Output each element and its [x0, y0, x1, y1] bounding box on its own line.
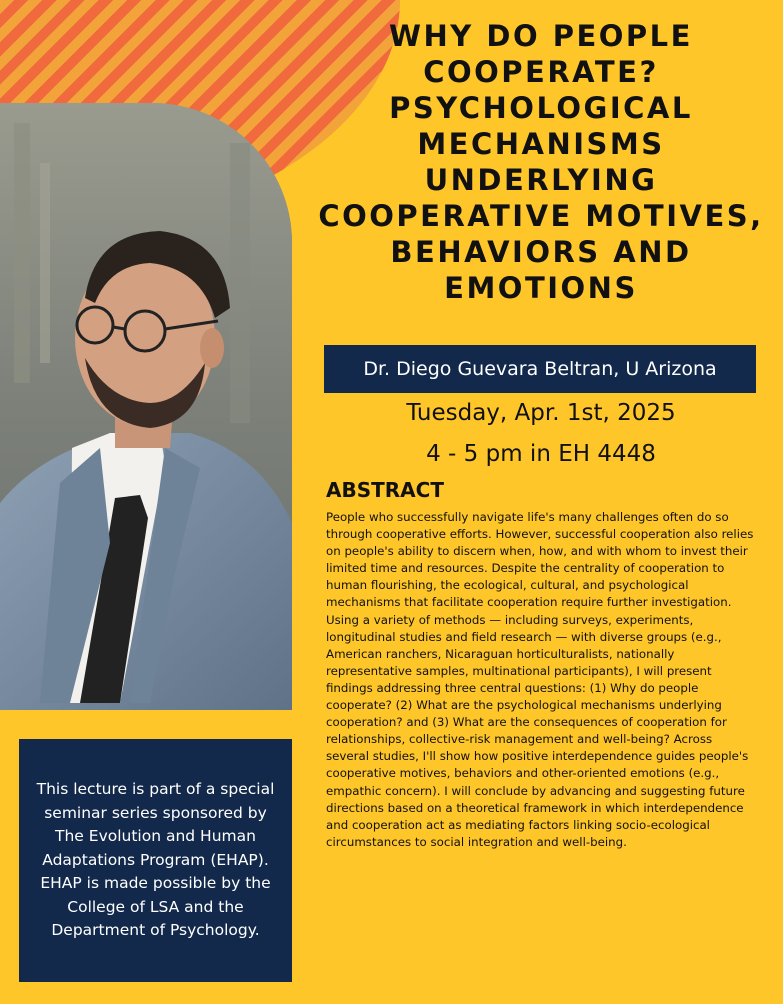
- event-title: WHY DO PEOPLE COOPERATE? PSYCHOLOGICAL MECHANISMS UNDERLYING COOPERATIVE MOTIVES, BEHAVIORS AND EMOTIONS: [318, 19, 764, 305]
- abstract-heading: ABSTRACT: [326, 478, 444, 502]
- series-note-text: This lecture is part of a special seminar series sponsored by The Evolution and Human Adaptations Program (EHAP). EHAP is made possible by the College of LSA and the Department of Psychology.: [36, 780, 275, 940]
- abstract-text: People who successfully navigate life's many challenges often do so through cooperative efforts. However, successful cooperation also relies on people's ability to discern when, how, and with whom to invest their limited time and resources. Despite the centrality of cooperation to human flourishing, the ecological, cultural, and psychological mechanisms that facilitate cooperation require further investigation. Using a variety of methods — including surveys, experiments, longitudinal studies and field research — with diverse groups (e.g., American ranchers, Nicaraguan horticulturalists, nationally representative samples, multinational participants), I will present findings addressing three central questions: (1) Why do people cooperate? (2) What are the psychological mechanisms underlying cooperation? and (3) What are the consequences of cooperation for relationships, collective-risk management and well-being? Across several studies, I'll show how positive interdependence guides people's cooperative motives, behaviors and other-oriented emotions (e.g., empathic concern). I will conclude by advancing and suggesting future directions based on a theoretical framework in which interdependence and cooperation act as mediating factors linking socio-ecological circumstances to social integration and well-being.: [326, 510, 754, 849]
- event-date: Tuesday, Apr. 1st, 2025: [406, 400, 676, 426]
- speaker-photo: [0, 103, 292, 710]
- speaker-banner: [324, 345, 756, 393]
- event-time-location: 4 - 5 pm in EH 4448: [426, 441, 656, 467]
- speaker-name: Dr. Diego Guevara Beltran, U Arizona: [363, 358, 717, 380]
- series-note-box: [19, 739, 292, 982]
